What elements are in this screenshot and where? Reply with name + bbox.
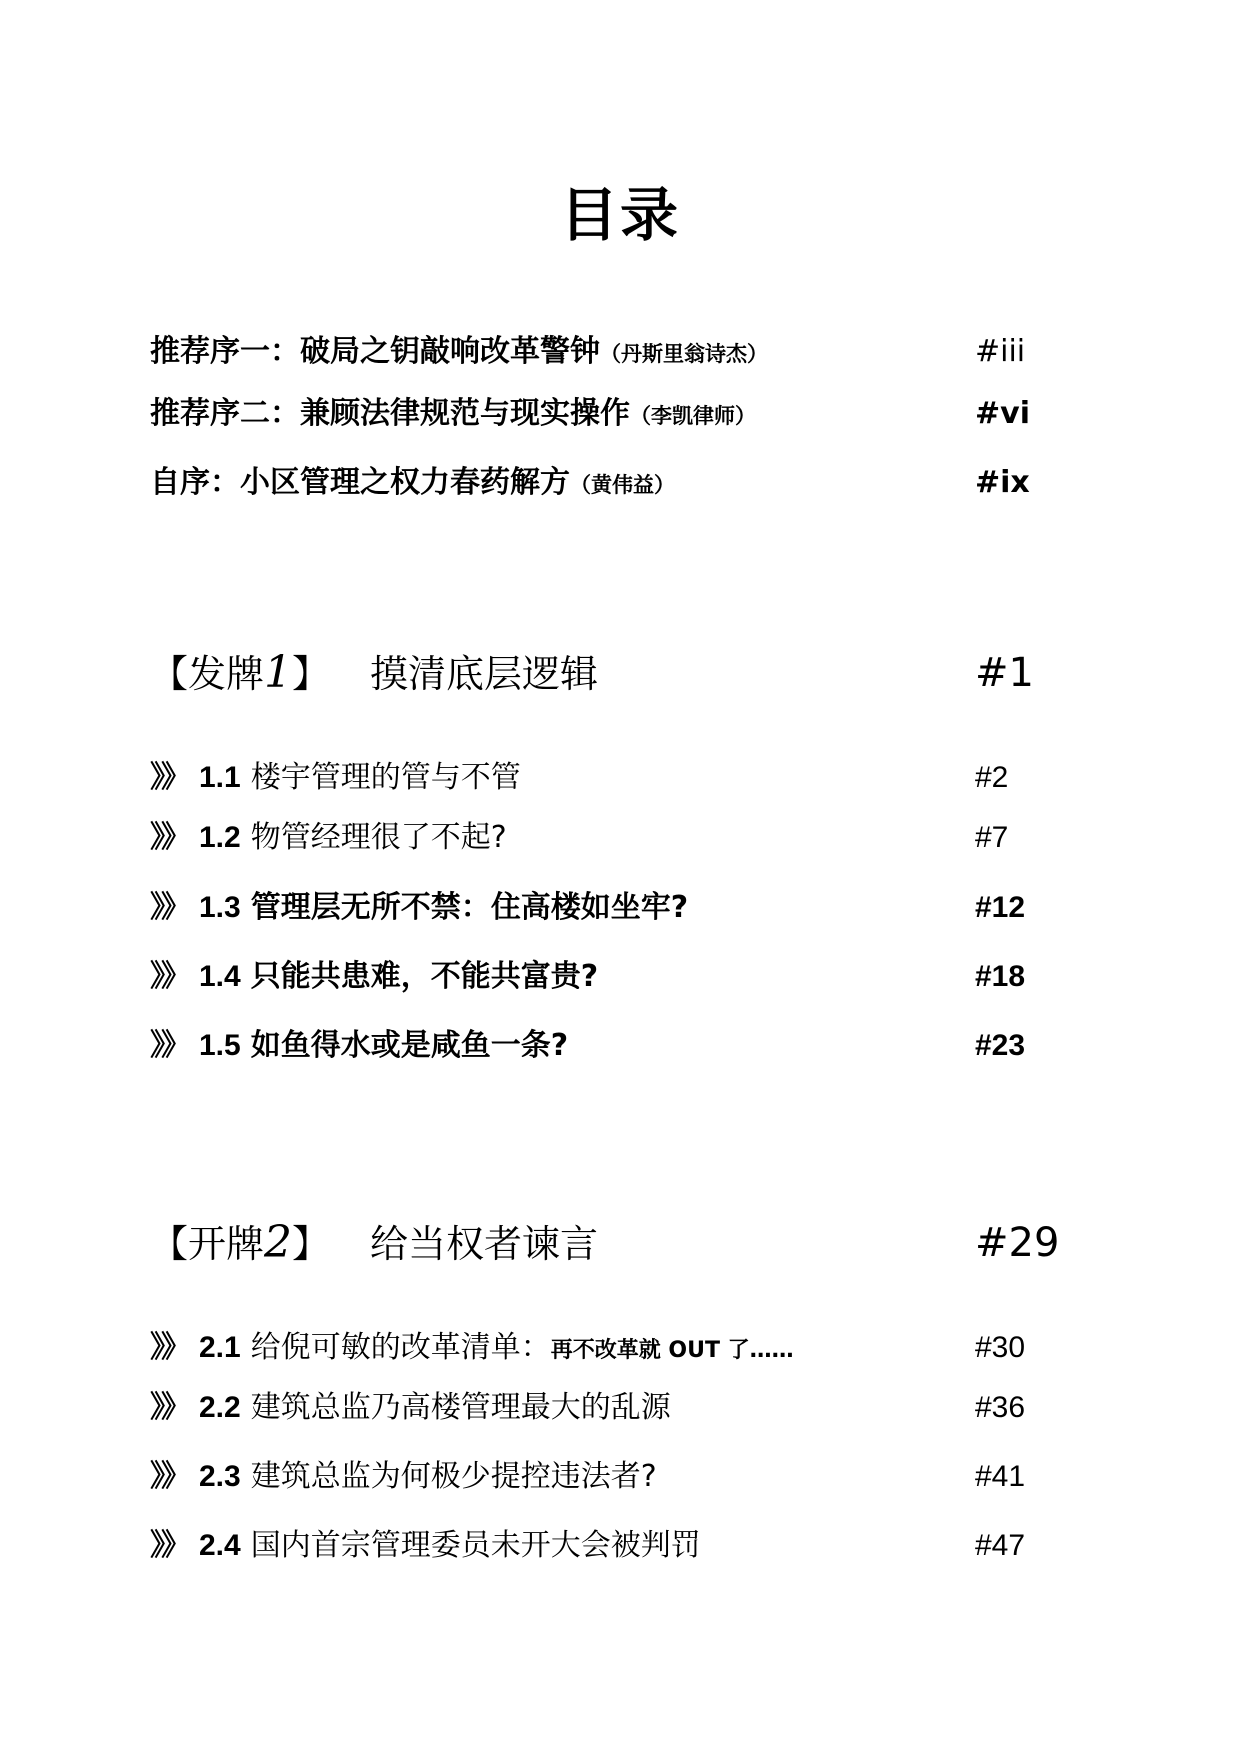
preface-author: （丹斯里翁诗杰） xyxy=(600,342,768,366)
page-title: 目录 xyxy=(559,181,680,249)
section-title: 国内首宗管理委员未开大会被判罚 xyxy=(250,1528,701,1563)
preface-author: （李凯律师） xyxy=(630,404,756,428)
preface-label: 自序：小区管理之权力春药解方 xyxy=(150,465,570,500)
double-chevron-icon: 》》 xyxy=(150,820,187,855)
toc-preface-1[interactable] xyxy=(150,332,1050,372)
section-number: 1.5 xyxy=(199,1029,241,1062)
section-number: 2.2 xyxy=(199,1391,241,1424)
part-label: 【开牌2】 xyxy=(150,1217,331,1268)
toc-section-1-1[interactable] xyxy=(150,758,1050,798)
part-page: #1 xyxy=(975,650,1034,696)
toc-part-1[interactable] xyxy=(150,648,1050,698)
section-page: #12 xyxy=(975,891,1026,924)
double-chevron-icon: 》》 xyxy=(150,1459,187,1494)
section-number: 1.3 xyxy=(199,891,241,924)
toc-section-1-2[interactable] xyxy=(150,818,1050,858)
section-page: #23 xyxy=(975,1029,1026,1062)
preface-label: 推荐序一：破局之钥敲响改革警钟 xyxy=(150,334,600,369)
section-page: #36 xyxy=(975,1391,1026,1424)
section-page: #18 xyxy=(975,960,1026,993)
toc-part-2[interactable] xyxy=(150,1217,1060,1268)
part-title: 摸清底层逻辑 xyxy=(370,652,599,696)
toc-section-2-3[interactable] xyxy=(150,1457,1050,1497)
section-page: #30 xyxy=(975,1331,1026,1364)
preface-author: （黄伟益） xyxy=(570,473,675,497)
preface-page: #ix xyxy=(975,465,1030,500)
toc-preface-3[interactable] xyxy=(150,463,1050,503)
part-label: 【发牌1】 xyxy=(150,647,331,698)
preface-page: #vi xyxy=(975,396,1030,431)
part-page: #29 xyxy=(975,1220,1060,1266)
section-page: #7 xyxy=(975,821,1009,854)
section-number: 1.2 xyxy=(199,821,241,854)
toc-section-1-4[interactable] xyxy=(150,957,1050,997)
part-number: 1 xyxy=(264,647,293,698)
section-title: 如鱼得水或是咸鱼一条? xyxy=(250,1028,569,1063)
section-number: 1.4 xyxy=(199,960,241,993)
double-chevron-icon: 》》 xyxy=(150,890,187,925)
section-title: 只能共患难，不能共富贵? xyxy=(250,959,599,994)
section-subtitle: 再不改革就 OUT 了…… xyxy=(550,1338,794,1363)
section-page: #2 xyxy=(975,761,1009,794)
section-title: 管理层无所不禁：住高楼如坐牢? xyxy=(250,890,689,925)
section-number: 2.4 xyxy=(199,1529,241,1562)
section-title: 建筑总监为何极少提控违法者? xyxy=(250,1459,657,1494)
section-page: #41 xyxy=(975,1460,1026,1493)
toc-section-2-1[interactable] xyxy=(150,1328,1050,1368)
section-number: 1.1 xyxy=(199,761,241,794)
section-title: 物管经理很了不起? xyxy=(250,820,507,855)
section-number: 2.1 xyxy=(199,1331,241,1364)
double-chevron-icon: 》》 xyxy=(150,959,187,994)
double-chevron-icon: 》》 xyxy=(150,760,187,795)
preface-page: #iii xyxy=(975,334,1026,369)
section-title: 给倪可敏的改革清单： xyxy=(250,1330,551,1365)
section-number: 2.3 xyxy=(199,1460,241,1493)
part-number: 2 xyxy=(264,1217,293,1268)
part-title: 给当权者谏言 xyxy=(370,1222,599,1266)
section-title: 建筑总监乃高楼管理最大的乱源 xyxy=(250,1390,671,1425)
double-chevron-icon: 》》 xyxy=(150,1528,187,1563)
toc-section-2-2[interactable] xyxy=(150,1388,1050,1428)
toc-section-1-5[interactable] xyxy=(150,1026,1050,1066)
double-chevron-icon: 》》 xyxy=(150,1028,187,1063)
double-chevron-icon: 》》 xyxy=(150,1390,187,1425)
toc-section-2-4[interactable] xyxy=(150,1526,1050,1566)
toc-preface-2[interactable] xyxy=(150,394,1050,434)
toc-section-1-3[interactable] xyxy=(150,888,1050,928)
double-chevron-icon: 》》 xyxy=(150,1330,187,1365)
preface-label: 推荐序二：兼顾法律规范与现实操作 xyxy=(150,396,630,431)
section-title: 楼宇管理的管与不管 xyxy=(250,760,521,795)
section-page: #47 xyxy=(975,1529,1026,1562)
